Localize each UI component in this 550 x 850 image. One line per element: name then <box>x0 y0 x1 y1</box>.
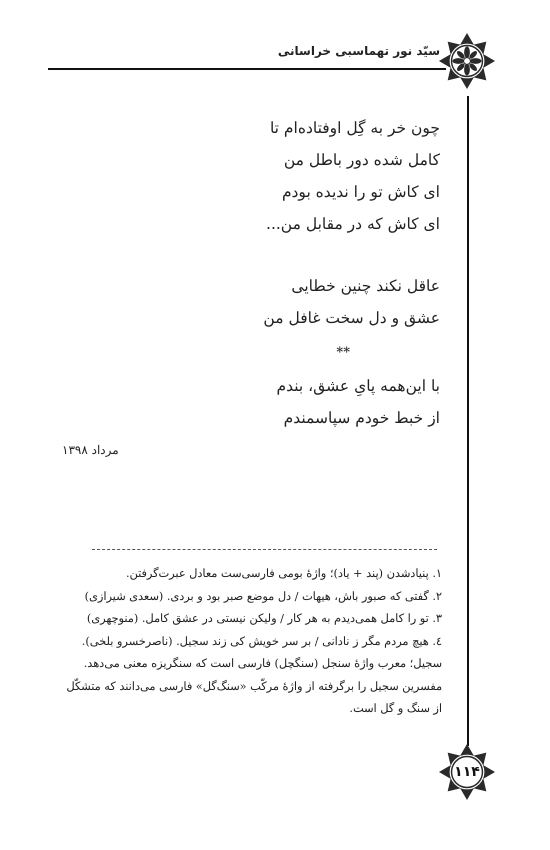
poem-line: ای کاش که در مقابل من... <box>266 215 440 233</box>
page-number: ۱۱۴ <box>454 764 480 780</box>
poem-line: عشق و دل سخت غافل من <box>263 309 440 327</box>
footnote-item: ۱. پنیادشدن (پند + یاد)؛ واژهٔ بومی فارسی‌ست معادل عبرت‌گرفتن. <box>125 567 442 580</box>
footnote-item: سجیل؛ معرب واژهٔ سنجل (سنگچل) فارسی است که سنگریزه معنی می‌دهد. مفسرین سجیل را برگرفته از واژهٔ مرکّب «سنگ‌گل» فارسی می‌دانند که متشکّل از سنگ و گل است. <box>66 657 442 715</box>
poem-line: ای کاش تو را ندیده بودم <box>281 183 440 201</box>
margin-line <box>467 96 469 746</box>
poem-line: عاقل نکند چنین خطایی <box>291 277 440 295</box>
poem-line: کامل شده دور باطل من <box>283 151 440 169</box>
poem-line: از خبط خودم سپاسمندم <box>283 409 440 427</box>
poem-stanza-2 <box>140 270 440 334</box>
header-rule <box>48 68 446 70</box>
poem-stanza-1 <box>140 112 440 240</box>
footnote-item: ۳. تو را کامل همی‌دیدم به هر کار / ولیکن نیستی در عشق کامل. (منوچهری) <box>86 612 442 625</box>
footnote-item: ۲. گفتی که صبور باش، هیهات / دل موضع صبر بود و بردی. (سعدی شیرازی) <box>84 589 442 603</box>
poem-line: با این‌همه پایِ عشق، بندم <box>276 377 440 395</box>
poem-date: مرداد ۱۳۹۸ <box>62 443 119 457</box>
footnote-item: ٤. هیچ مردم مگر ز نادانی / بر سر خویش کی زند سجیل. (ناصرخسرو بلخی). <box>81 634 442 648</box>
poem-line: چون خر به گِل اوفتاده‌ام تا <box>269 119 440 137</box>
stanza-separator: ** <box>336 345 350 360</box>
footnote-divider <box>92 549 437 550</box>
header-title: سیّد نور تهماسبی خراسانی <box>277 44 440 58</box>
poem-stanza-3 <box>140 370 440 434</box>
star-ornament-icon <box>438 32 496 90</box>
footnotes <box>56 563 442 721</box>
